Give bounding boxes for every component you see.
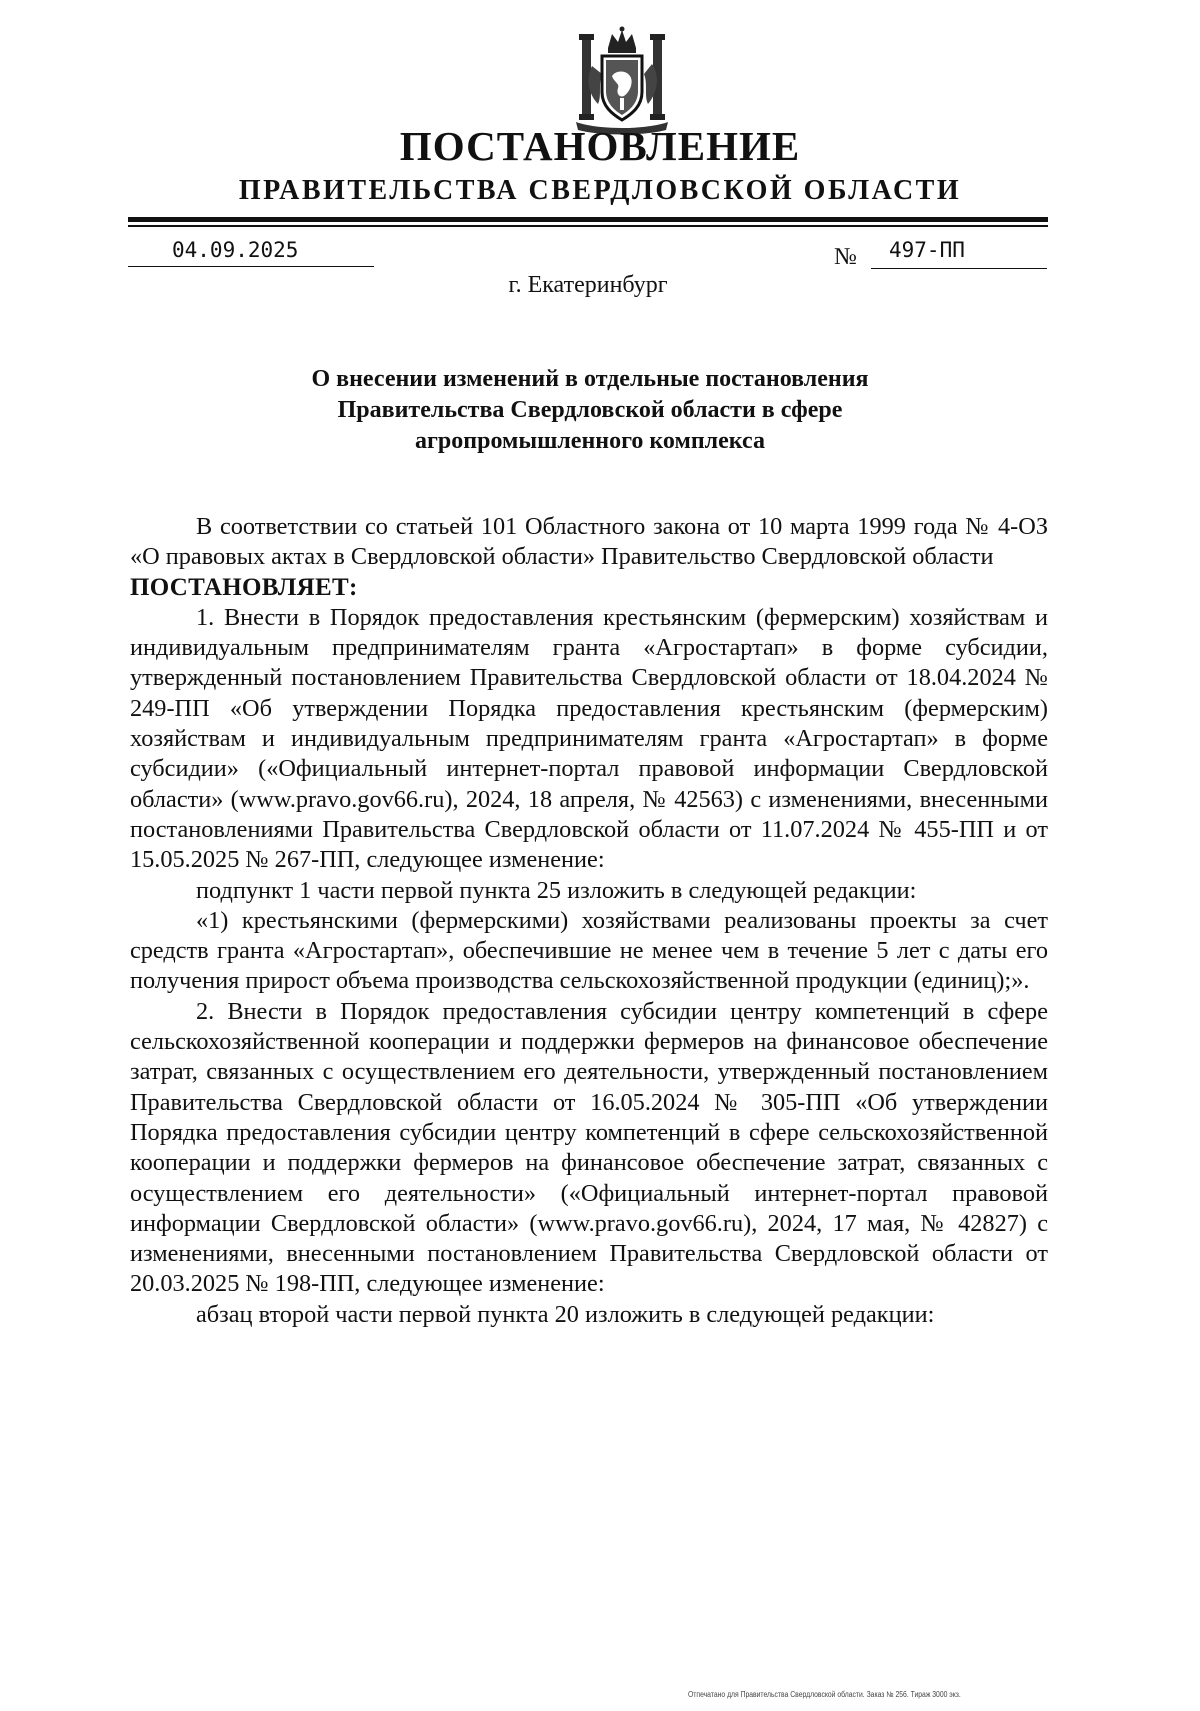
clause-2-paragraph: 2. Внести в Порядок предоставления субсидии центру компетенций в сфере сельскохозяйственной кооперации и поддержки фермеров на финансовое обеспечение затрат, связанных с осуществлением его деятельности, утвержденный постановлением Правительства Свердловской области от 16.05.2024 № 305-ПП «Об утверждении Порядка предоставления субсидии центру компетенций в сфере сельскохозяйственной кооперации и поддержки фермеров на финансовое обеспечение затрат, связанных с осуществлением его деятельности» («Официальный интернет-портал правовой информации Свердловской области» (www.pravo.gov66.ru), 2024, 17 мая, № 42827) с изменениями, внесенными постановлением Правительства Свердловской области от 20.03.2025 № 198-ПП, следующее изменение: [130, 997, 1048, 1298]
city-of-issue: г. Екатеринбург [508, 272, 668, 298]
issuing-authority: ПРАВИТЕЛЬСТВА СВЕРДЛОВСКОЙ ОБЛАСТИ [238, 175, 962, 206]
preamble-paragraph: В соответствии со статьей 101 Областного закона от 10 марта 1999 года № 4-ОЗ «О правовых актах в Свердловской области» Правительство Свердловской области [130, 513, 1048, 571]
sverdlovsk-coat-of-arms-icon [568, 26, 676, 136]
header-divider-thin [128, 225, 1048, 227]
title-line: Правительства Свердловской области в сфере [337, 397, 843, 423]
number-field [871, 236, 1047, 269]
date-field [128, 236, 374, 267]
clause-2-subparagraph: абзац второй части первой пункта 20 изложить в следующей редакции: [196, 1300, 935, 1328]
clause-1-subparagraph: подпункт 1 части первой пункта 25 изложить в следующей редакции: [196, 876, 917, 904]
clause-1-paragraph: 1. Внести в Порядок предоставления крестьянским (фермерским) хозяйствам и индивидуальным предпринимателям гранта «Агростартап» в форме субсидии, утвержденный постановлением Правительства Свердловской области от 18.04.2024 № 249-ПП «Об утверждении Порядка предоставления крестьянским (фермерским) хозяйствам и индивидуальным предпринимателям гранта «Агростартап» в форме субсидии» («Официальный интернет-портал правовой информации Свердловской области» (www.pravo.gov66.ru), 2024, 18 апреля, № 42563) с изменениями, внесенными постановлениями Правительства Свердловской области от 11.07.2024 № 455-ПП и от 15.05.2025 № 267-ПП, следующее изменение: [130, 603, 1048, 874]
title-line: агропромышленного комплекса [415, 428, 765, 454]
document-number: 497-ПП [889, 238, 965, 262]
document-body [130, 512, 1048, 1330]
document-type-title: ПОСТАНОВЛЕНИЕ [399, 123, 801, 169]
print-note: Отпечатано для Правительства Свердловской области. Заказ № 256. Тираж 3000 экз. [688, 1690, 961, 1699]
document-subject-title [180, 364, 1000, 457]
header-divider-thick [128, 217, 1048, 222]
document-date: 04.09.2025 [172, 238, 299, 262]
decree-word: ПОСТАНОВЛЯЕТ: [130, 573, 358, 601]
number-sign: № [834, 244, 857, 270]
title-line: О внесении изменений в отдельные постановления [311, 366, 869, 392]
clause-1-quote: «1) крестьянскими (фермерскими) хозяйствами реализованы проекты за счет средств гранта «Агростартап», обеспечившие не менее чем в течение 5 лет с даты его получения прирост объема производства сельскохозяйственной продукции (единиц);». [130, 906, 1048, 995]
